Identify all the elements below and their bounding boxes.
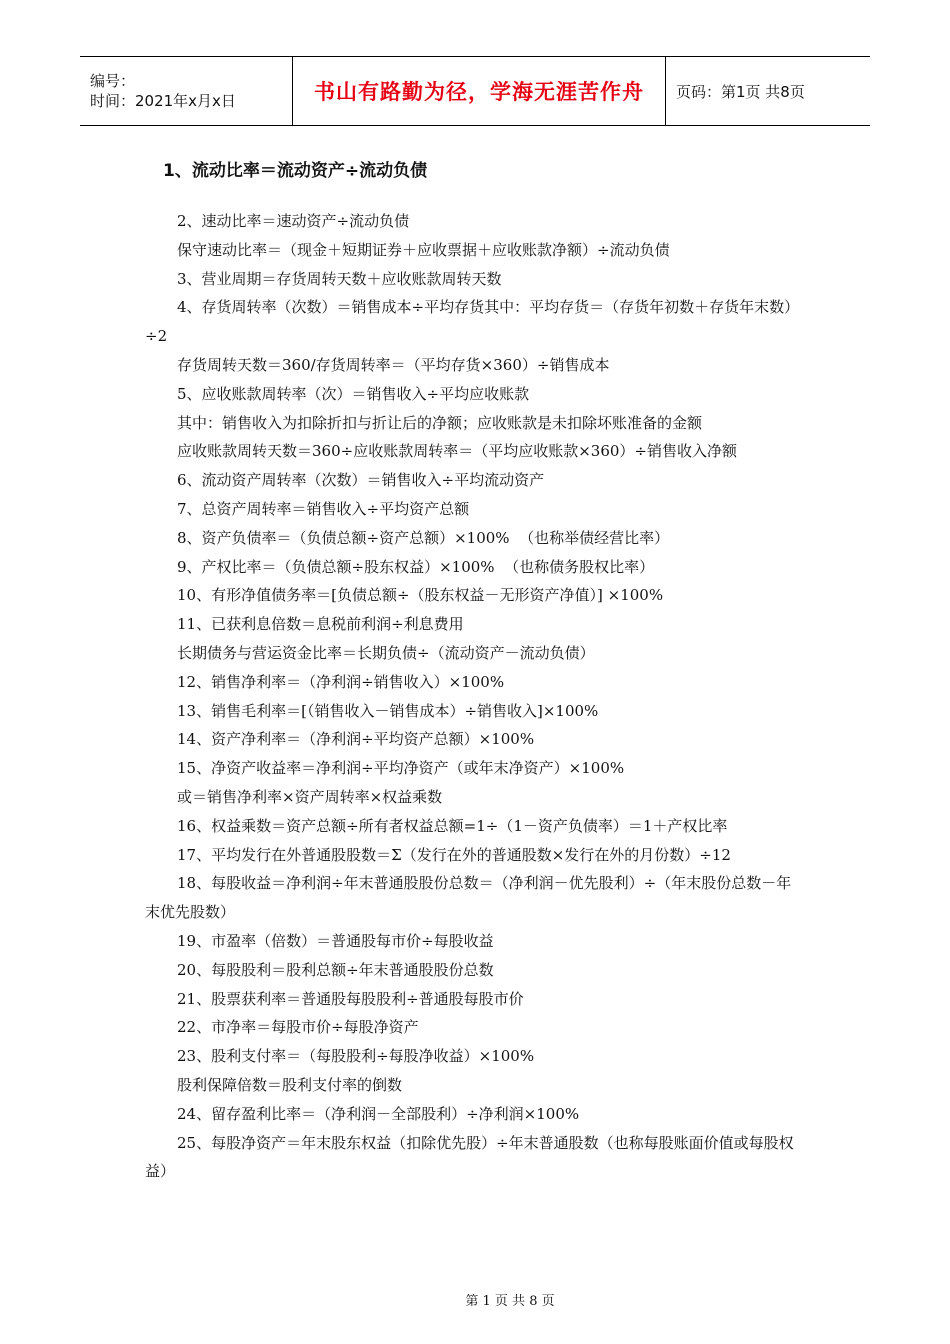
formula-line: 24、留存盈利比率＝（净利润－全部股利）÷净利润×100%: [177, 1104, 580, 1123]
formula-list: [145, 207, 805, 1186]
formula-line: 应收账款周转天数＝360÷应收账款周转率＝（平均应收账款×360）÷销售收入净额: [177, 442, 737, 461]
formula-line: 14、资产净利率＝（净利润÷平均资产总额）×100%: [177, 730, 535, 749]
formula-line: 8、资产负债率＝（负债总额÷资产总额）×100% （也称举债经营比率）: [177, 528, 670, 547]
formula-line: 18、每股收益＝净利润÷年末普通股股份总数＝（净利润－优先股利）÷（年末股份总数－年末优先股数）: [145, 874, 792, 922]
document-number-label: 编号：: [90, 72, 136, 90]
header-motto-cell: [293, 57, 666, 125]
section-title: 1、流动比率＝流动资产÷流动负债: [163, 161, 428, 181]
formula-line: 4、存货周转率（次数）＝销售成本÷平均存货其中：平均存货＝（存货年初数＋存货年末数）÷2: [145, 298, 800, 346]
document-body: [145, 156, 805, 1186]
header-meta: [80, 57, 293, 125]
formula-line: 2、速动比率＝速动资产÷流动负债: [177, 212, 410, 230]
formula-line: 19、市盈率（倍数）＝普通股每市价÷每股收益: [177, 931, 494, 950]
formula-line: 25、每股净资产＝年末股东权益（扣除优先股）÷年末普通股数（也称每股账面价值或每股权益）: [145, 1133, 794, 1181]
formula-line: 10、有形净值债务率＝[负债总额÷（股东权益－无形资产净值）] ×100%: [177, 586, 664, 605]
formula-line: 5、应收账款周转率（次）＝销售收入÷平均应收账款: [177, 384, 530, 403]
formula-line: 长期债务与营运资金比率＝长期负债÷（流动资产－流动负债）: [177, 643, 595, 662]
formula-line: 7、总资产周转率＝销售收入÷平均资产总额: [177, 499, 470, 518]
formula-line: 股利保障倍数＝股利支付率的倒数: [177, 1075, 403, 1094]
formula-line: 22、市净率＝每股市价÷每股净资产: [177, 1018, 419, 1037]
formula-line: 17、平均发行在外普通股股数＝Σ（发行在外的普通股数×发行在外的月份数）÷12: [177, 845, 731, 864]
formula-line: 12、销售净利率＝（净利润÷销售收入）×100%: [177, 672, 505, 691]
formula-line: 23、股利支付率＝（每股股利÷每股净收益）×100%: [177, 1047, 535, 1066]
formula-line: 20、每股股利＝股利总额÷年末普通股股份总数: [177, 960, 494, 979]
document-header: [80, 56, 870, 126]
formula-line: 6、流动资产周转率（次数）＝销售收入÷平均流动资产: [177, 471, 545, 490]
formula-line: 9、产权比率＝（负债总额÷股东权益）×100% （也称债务股权比率）: [177, 557, 655, 576]
formula-line: 其中：销售收入为扣除折扣与折让后的净额；应收账款是未扣除坏账准备的金额: [177, 413, 703, 432]
header-motto: 书山有路勤为径，学海无涯苦作舟: [314, 80, 644, 104]
formula-line: 或＝销售净利率×资产周转率×权益乘数: [177, 787, 443, 806]
formula-line: 15、净资产收益率＝净利润÷平均净资产（或年末净资产）×100%: [177, 759, 625, 778]
page-footer: 第 1 页 共 8 页: [465, 1294, 555, 1309]
formula-line: 13、销售毛利率＝[（销售收入－销售成本）÷销售收入]×100%: [177, 701, 599, 720]
formula-line: 11、已获利息倍数＝息税前利润÷利息费用: [177, 615, 464, 634]
header-page-cell: [666, 57, 870, 125]
formula-line: 16、权益乘数＝资产总额÷所有者权益总额=1÷（1－资产负债率）＝1＋产权比率: [177, 816, 728, 835]
formula-line: 保守速动比率＝（现金＋短期证券＋应收票据＋应收账款净额）÷流动负债: [177, 240, 670, 259]
formula-line: 3、营业周期＝存货周转天数＋应收账款周转天数: [177, 269, 502, 288]
formula-line: 存货周转天数＝360/存货周转率＝（平均存货×360）÷销售成本: [177, 355, 610, 374]
formula-line: 21、股票获利率＝普通股每股股利÷普通股每股市价: [177, 989, 524, 1008]
document-time-label: 时间：2021年x月x日: [90, 92, 236, 110]
header-page-info: 页码：第1页 共8页: [676, 82, 805, 101]
